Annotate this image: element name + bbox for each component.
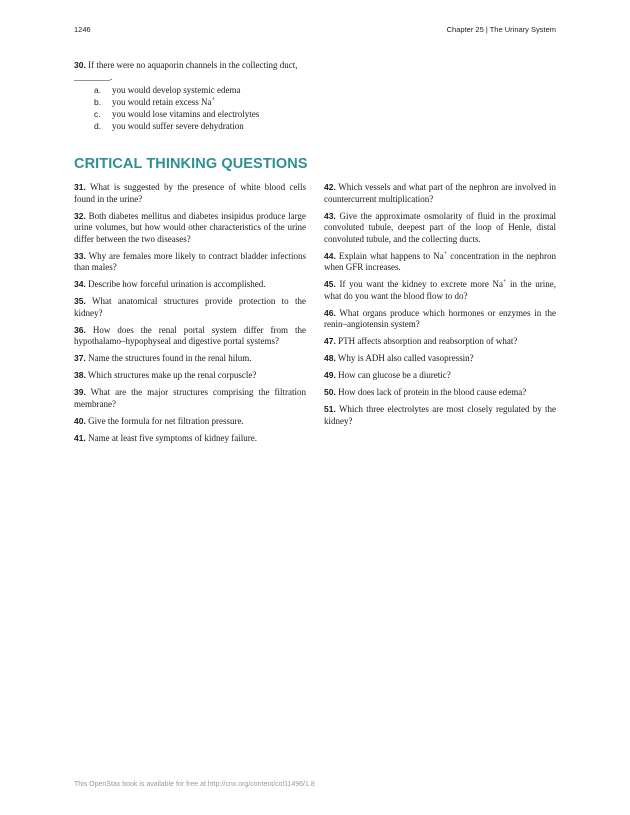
question-34 <box>74 279 306 291</box>
question-text: Give the approximate osmolarity of fluid in the proximal convoluted tubule, deepest part of the loop of Henle, distal convoluted tubule, and the collecting ducts. <box>324 210 557 244</box>
question-number: 35. <box>74 296 86 306</box>
option-text: you would suffer severe dehydration <box>112 121 244 131</box>
question-38 <box>74 370 306 382</box>
question-36 <box>74 325 306 348</box>
question-number: 43. <box>324 210 336 221</box>
question-35 <box>74 296 306 319</box>
option-a <box>94 84 306 96</box>
chapter-header: Chapter 25 | The Urinary System <box>446 25 556 34</box>
question-number: 41. <box>74 432 86 443</box>
question-number: 50. <box>324 387 336 397</box>
answer-options <box>94 84 306 132</box>
question-number: 51. <box>324 404 336 414</box>
question-40 <box>74 416 306 428</box>
page-footer: This OpenStax book is available for free at http://cnx.org/content/col11496/1.8 <box>74 781 315 788</box>
question-text: If there were no aquaporin channels in the collecting duct, ________. <box>74 60 298 82</box>
question-text: Describe how forceful urination is accomplished. <box>88 279 266 289</box>
question-33 <box>74 251 306 274</box>
question-47 <box>324 336 556 348</box>
question-number: 30. <box>74 60 86 70</box>
question-text: If you want the kidney to excrete more Na <box>339 279 503 289</box>
question-48 <box>324 353 556 365</box>
option-text: you would develop systemic edema <box>112 85 241 95</box>
question-text: Name the structures found in the renal hilum. <box>88 353 252 363</box>
question-number: 49. <box>324 370 336 380</box>
question-text: Why is ADH also called vasopressin? <box>337 353 474 363</box>
question-43 <box>324 211 556 246</box>
question-text: Explain what happens to Na <box>338 250 444 261</box>
question-number: 31. <box>74 182 86 192</box>
question-number: 38. <box>74 370 86 380</box>
question-number: 47. <box>324 336 336 346</box>
question-30 <box>74 60 306 132</box>
option-letter: d. <box>94 121 102 131</box>
questions-column-right <box>324 182 556 433</box>
question-number: 39. <box>74 387 86 397</box>
question-39 <box>74 387 306 410</box>
question-number: 44. <box>324 250 336 261</box>
question-text: Which three electrolytes are most closely regulated by the kidney? <box>324 404 556 426</box>
question-42 <box>324 182 556 205</box>
question-49 <box>324 370 556 382</box>
questions-column-left <box>74 182 306 450</box>
question-31 <box>74 182 306 205</box>
superscript: + <box>502 279 507 285</box>
question-text-cont: in the urine, what do you want the blood flow to do? <box>324 279 556 301</box>
option-c <box>94 108 306 120</box>
question-number: 37. <box>74 353 86 363</box>
question-number: 34. <box>74 279 86 289</box>
option-letter: a. <box>94 85 102 95</box>
superscript: + <box>443 250 448 257</box>
section-title: CRITICAL THINKING QUESTIONS <box>74 156 308 172</box>
question-number: 32. <box>74 210 86 221</box>
question-text: Which vessels and what part of the nephron are involved in countercurrent multiplication? <box>324 182 556 204</box>
question-number: 36. <box>74 324 86 335</box>
option-b <box>94 96 306 108</box>
question-30-stem <box>74 60 306 83</box>
question-text: What is suggested by the presence of white blood cells found in the urine? <box>74 182 306 204</box>
question-number: 48. <box>324 353 336 363</box>
question-text: How does the renal portal system differ from the hypothalamo–hypophyseal and digestive portal systems? <box>74 324 307 346</box>
question-text-cont: concentration in the nephron when GFR increases. <box>324 250 556 272</box>
option-letter: c. <box>94 109 101 119</box>
question-text: Both diabetes mellitus and diabetes insipidus produce large urine volumes, but how would other characteristics of the urine differ between the two diseases? <box>74 210 306 244</box>
question-text: What anatomical structures provide protection to the kidney? <box>74 296 306 318</box>
question-32 <box>74 211 306 246</box>
question-text: PTH affects absorption and reabsorption of what? <box>338 336 518 346</box>
question-number: 33. <box>74 250 86 261</box>
question-text: Give the formula for net filtration pressure. <box>88 415 244 426</box>
option-letter: b. <box>94 97 102 107</box>
question-text: Name at least five symptoms of kidney failure. <box>88 432 258 443</box>
question-text: How can glucose be a diuretic? <box>338 370 451 380</box>
question-45 <box>324 279 556 302</box>
question-44 <box>324 251 556 274</box>
option-text: you would retain excess Na <box>112 97 212 107</box>
question-text: Which structures make up the renal corpuscle? <box>87 370 257 380</box>
question-number: 45. <box>324 279 336 289</box>
page-number: 1246 <box>74 25 91 34</box>
question-number: 46. <box>324 307 336 318</box>
question-text: Why are females more likely to contract bladder infections than males? <box>74 250 306 272</box>
question-46 <box>324 308 556 331</box>
question-number: 42. <box>324 182 336 192</box>
question-number: 40. <box>74 415 86 426</box>
superscript: + <box>211 97 215 103</box>
question-text: What organs produce which hormones or enzymes in the renin–angiotensin system? <box>324 307 557 329</box>
question-51 <box>324 404 556 427</box>
question-41 <box>74 433 306 445</box>
option-d <box>94 120 306 132</box>
question-text: What are the major structures comprising the filtration membrane? <box>74 387 306 409</box>
question-text: How does lack of protein in the blood cause edema? <box>338 387 527 397</box>
option-text: you would lose vitamins and electrolytes <box>112 109 260 119</box>
question-50 <box>324 387 556 399</box>
question-37 <box>74 353 306 365</box>
